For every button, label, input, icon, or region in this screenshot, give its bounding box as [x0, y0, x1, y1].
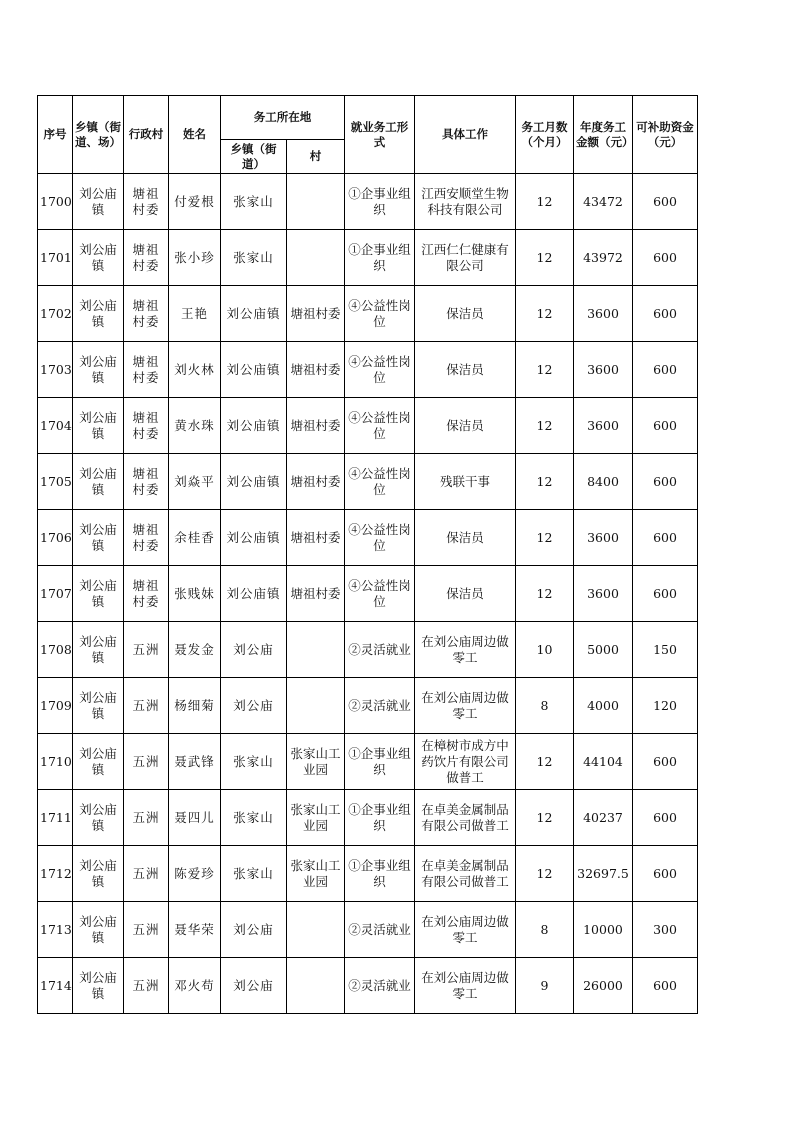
- table-row: [38, 230, 698, 286]
- cell-job: 在刘公庙周边做零工: [415, 902, 516, 958]
- cell-work-village: 塘祖村委: [287, 566, 345, 622]
- cell-town: 刘公庙镇: [73, 566, 124, 622]
- table-row: [38, 790, 698, 846]
- cell-work-village: [287, 958, 345, 1014]
- header-work-location: 务工所在地: [221, 96, 345, 140]
- cell-name: 聂四儿: [169, 790, 221, 846]
- cell-work-village: 塘祖村委: [287, 510, 345, 566]
- cell-work-town: 刘公庙镇: [221, 510, 287, 566]
- cell-name: 聂发金: [169, 622, 221, 678]
- cell-subsidy: 300: [633, 902, 698, 958]
- header-name: 姓名: [169, 96, 221, 174]
- cell-subsidy: 600: [633, 230, 698, 286]
- cell-name: 陈爱珍: [169, 846, 221, 902]
- cell-seq: 1714: [38, 958, 73, 1014]
- cell-seq: 1703: [38, 342, 73, 398]
- cell-work-town: 张家山: [221, 230, 287, 286]
- cell-name: 付爱根: [169, 174, 221, 230]
- cell-village: 五洲: [124, 678, 169, 734]
- cell-seq: 1712: [38, 846, 73, 902]
- cell-months: 12: [516, 846, 574, 902]
- cell-job: 保洁员: [415, 342, 516, 398]
- header-village: 行政村: [124, 96, 169, 174]
- cell-work-town: 张家山: [221, 734, 287, 790]
- cell-town: 刘公庙镇: [73, 286, 124, 342]
- cell-job: 保洁员: [415, 566, 516, 622]
- cell-employment-form: ②灵活就业: [345, 622, 415, 678]
- cell-job: 在卓美金属制品有限公司做普工: [415, 846, 516, 902]
- cell-income: 43472: [574, 174, 633, 230]
- cell-work-town: 刘公庙镇: [221, 342, 287, 398]
- table-row: [38, 622, 698, 678]
- cell-town: 刘公庙镇: [73, 230, 124, 286]
- header-job: 具体工作: [415, 96, 516, 174]
- cell-months: 12: [516, 734, 574, 790]
- cell-months: 12: [516, 454, 574, 510]
- header-income: 年度务工金额（元）: [574, 96, 633, 174]
- table-row: [38, 902, 698, 958]
- cell-employment-form: ④公益性岗位: [345, 398, 415, 454]
- cell-subsidy: 600: [633, 286, 698, 342]
- cell-village: 五洲: [124, 622, 169, 678]
- cell-income: 3600: [574, 398, 633, 454]
- cell-months: 12: [516, 510, 574, 566]
- cell-work-town: 刘公庙: [221, 958, 287, 1014]
- cell-name: 余桂香: [169, 510, 221, 566]
- cell-subsidy: 600: [633, 398, 698, 454]
- header-work-village: 村: [287, 140, 345, 174]
- cell-town: 刘公庙镇: [73, 734, 124, 790]
- cell-months: 12: [516, 398, 574, 454]
- table-row: [38, 398, 698, 454]
- cell-subsidy: 600: [633, 174, 698, 230]
- cell-employment-form: ④公益性岗位: [345, 510, 415, 566]
- cell-seq: 1702: [38, 286, 73, 342]
- cell-work-town: 刘公庙镇: [221, 454, 287, 510]
- cell-work-village: 塘祖村委: [287, 398, 345, 454]
- table-row: [38, 510, 698, 566]
- cell-name: 杨细菊: [169, 678, 221, 734]
- cell-village: 塘祖村委: [124, 230, 169, 286]
- cell-town: 刘公庙镇: [73, 510, 124, 566]
- cell-employment-form: ②灵活就业: [345, 958, 415, 1014]
- table-row: [38, 678, 698, 734]
- cell-subsidy: 600: [633, 342, 698, 398]
- cell-seq: 1711: [38, 790, 73, 846]
- cell-subsidy: 600: [633, 790, 698, 846]
- cell-town: 刘公庙镇: [73, 454, 124, 510]
- cell-job: 残联干事: [415, 454, 516, 510]
- cell-subsidy: 600: [633, 846, 698, 902]
- cell-job: 江西安顺堂生物科技有限公司: [415, 174, 516, 230]
- employment-subsidy-table: [37, 95, 698, 1014]
- cell-job: 在刘公庙周边做零工: [415, 958, 516, 1014]
- cell-seq: 1710: [38, 734, 73, 790]
- cell-village: 塘祖村委: [124, 398, 169, 454]
- cell-job: 江西仁仁健康有限公司: [415, 230, 516, 286]
- cell-work-village: [287, 678, 345, 734]
- table-row: [38, 174, 698, 230]
- cell-job: 保洁员: [415, 286, 516, 342]
- cell-seq: 1706: [38, 510, 73, 566]
- cell-village: 五洲: [124, 846, 169, 902]
- header-work-town: 乡镇（街道）: [221, 140, 287, 174]
- cell-work-village: [287, 902, 345, 958]
- cell-village: 塘祖村委: [124, 174, 169, 230]
- cell-employment-form: ②灵活就业: [345, 678, 415, 734]
- cell-work-village: 张家山工业园: [287, 846, 345, 902]
- cell-months: 12: [516, 790, 574, 846]
- cell-job: 在刘公庙周边做零工: [415, 678, 516, 734]
- cell-village: 五洲: [124, 734, 169, 790]
- cell-work-town: 张家山: [221, 846, 287, 902]
- cell-village: 塘祖村委: [124, 342, 169, 398]
- cell-work-town: 张家山: [221, 174, 287, 230]
- cell-seq: 1708: [38, 622, 73, 678]
- cell-income: 43972: [574, 230, 633, 286]
- cell-income: 40237: [574, 790, 633, 846]
- cell-months: 8: [516, 902, 574, 958]
- table-row: [38, 958, 698, 1014]
- cell-job: 在樟树市成方中药饮片有限公司做普工: [415, 734, 516, 790]
- cell-name: 刘火林: [169, 342, 221, 398]
- header-seq: 序号: [38, 96, 73, 174]
- cell-village: 塘祖村委: [124, 566, 169, 622]
- table-row: [38, 734, 698, 790]
- cell-seq: 1705: [38, 454, 73, 510]
- cell-town: 刘公庙镇: [73, 790, 124, 846]
- cell-name: 邓火苟: [169, 958, 221, 1014]
- cell-months: 10: [516, 622, 574, 678]
- cell-work-village: [287, 622, 345, 678]
- cell-employment-form: ④公益性岗位: [345, 342, 415, 398]
- cell-work-village: [287, 230, 345, 286]
- cell-village: 五洲: [124, 790, 169, 846]
- cell-town: 刘公庙镇: [73, 958, 124, 1014]
- cell-town: 刘公庙镇: [73, 622, 124, 678]
- cell-employment-form: ④公益性岗位: [345, 286, 415, 342]
- cell-subsidy: 120: [633, 678, 698, 734]
- header-employment-form: 就业务工形式: [345, 96, 415, 174]
- cell-income: 4000: [574, 678, 633, 734]
- cell-employment-form: ④公益性岗位: [345, 454, 415, 510]
- cell-income: 3600: [574, 566, 633, 622]
- table-row: [38, 454, 698, 510]
- cell-village: 塘祖村委: [124, 510, 169, 566]
- cell-seq: 1704: [38, 398, 73, 454]
- cell-months: 9: [516, 958, 574, 1014]
- cell-work-village: 张家山工业园: [287, 734, 345, 790]
- table-body: [38, 174, 698, 1014]
- cell-income: 3600: [574, 342, 633, 398]
- cell-village: 五洲: [124, 902, 169, 958]
- cell-months: 8: [516, 678, 574, 734]
- cell-months: 12: [516, 342, 574, 398]
- cell-name: 黄水珠: [169, 398, 221, 454]
- cell-work-town: 刘公庙镇: [221, 286, 287, 342]
- cell-employment-form: ①企事业组织: [345, 230, 415, 286]
- cell-job: 在卓美金属制品有限公司做普工: [415, 790, 516, 846]
- table-row: [38, 846, 698, 902]
- cell-seq: 1701: [38, 230, 73, 286]
- cell-name: 聂武锋: [169, 734, 221, 790]
- cell-employment-form: ④公益性岗位: [345, 566, 415, 622]
- cell-job: 保洁员: [415, 398, 516, 454]
- cell-work-village: 塘祖村委: [287, 286, 345, 342]
- cell-months: 12: [516, 566, 574, 622]
- cell-work-town: 刘公庙镇: [221, 398, 287, 454]
- cell-subsidy: 600: [633, 566, 698, 622]
- cell-village: 塘祖村委: [124, 286, 169, 342]
- cell-village: 五洲: [124, 958, 169, 1014]
- cell-town: 刘公庙镇: [73, 174, 124, 230]
- cell-income: 5000: [574, 622, 633, 678]
- cell-subsidy: 600: [633, 510, 698, 566]
- cell-income: 10000: [574, 902, 633, 958]
- cell-name: 张小珍: [169, 230, 221, 286]
- cell-subsidy: 600: [633, 734, 698, 790]
- cell-work-town: 刘公庙: [221, 678, 287, 734]
- cell-work-village: 塘祖村委: [287, 454, 345, 510]
- cell-name: 王艳: [169, 286, 221, 342]
- cell-employment-form: ①企事业组织: [345, 174, 415, 230]
- cell-income: 32697.5: [574, 846, 633, 902]
- cell-employment-form: ②灵活就业: [345, 902, 415, 958]
- table-row: [38, 286, 698, 342]
- cell-town: 刘公庙镇: [73, 678, 124, 734]
- header-months: 务工月数（个月）: [516, 96, 574, 174]
- cell-seq: 1709: [38, 678, 73, 734]
- cell-months: 12: [516, 230, 574, 286]
- cell-work-town: 刘公庙镇: [221, 566, 287, 622]
- cell-subsidy: 600: [633, 454, 698, 510]
- cell-name: 聂华荣: [169, 902, 221, 958]
- cell-seq: 1700: [38, 174, 73, 230]
- cell-seq: 1713: [38, 902, 73, 958]
- table-row: [38, 566, 698, 622]
- cell-town: 刘公庙镇: [73, 902, 124, 958]
- cell-job: 在刘公庙周边做零工: [415, 622, 516, 678]
- cell-employment-form: ①企事业组织: [345, 846, 415, 902]
- cell-income: 26000: [574, 958, 633, 1014]
- cell-village: 塘祖村委: [124, 454, 169, 510]
- cell-town: 刘公庙镇: [73, 342, 124, 398]
- cell-months: 12: [516, 286, 574, 342]
- cell-income: 8400: [574, 454, 633, 510]
- cell-employment-form: ①企事业组织: [345, 734, 415, 790]
- cell-work-village: [287, 174, 345, 230]
- cell-seq: 1707: [38, 566, 73, 622]
- header-town: 乡镇（街道、场）: [73, 96, 124, 174]
- cell-work-town: 张家山: [221, 790, 287, 846]
- cell-town: 刘公庙镇: [73, 846, 124, 902]
- cell-work-town: 刘公庙: [221, 622, 287, 678]
- cell-name: 刘焱平: [169, 454, 221, 510]
- cell-employment-form: ①企事业组织: [345, 790, 415, 846]
- cell-work-village: 张家山工业园: [287, 790, 345, 846]
- table-row: [38, 342, 698, 398]
- cell-town: 刘公庙镇: [73, 398, 124, 454]
- cell-work-town: 刘公庙: [221, 902, 287, 958]
- cell-income: 3600: [574, 510, 633, 566]
- cell-work-village: 塘祖村委: [287, 342, 345, 398]
- cell-name: 张贱妹: [169, 566, 221, 622]
- cell-months: 12: [516, 174, 574, 230]
- cell-job: 保洁员: [415, 510, 516, 566]
- cell-subsidy: 150: [633, 622, 698, 678]
- cell-subsidy: 600: [633, 958, 698, 1014]
- header-subsidy: 可补助资金（元）: [633, 96, 698, 174]
- cell-income: 3600: [574, 286, 633, 342]
- cell-income: 44104: [574, 734, 633, 790]
- table-header: [38, 96, 698, 174]
